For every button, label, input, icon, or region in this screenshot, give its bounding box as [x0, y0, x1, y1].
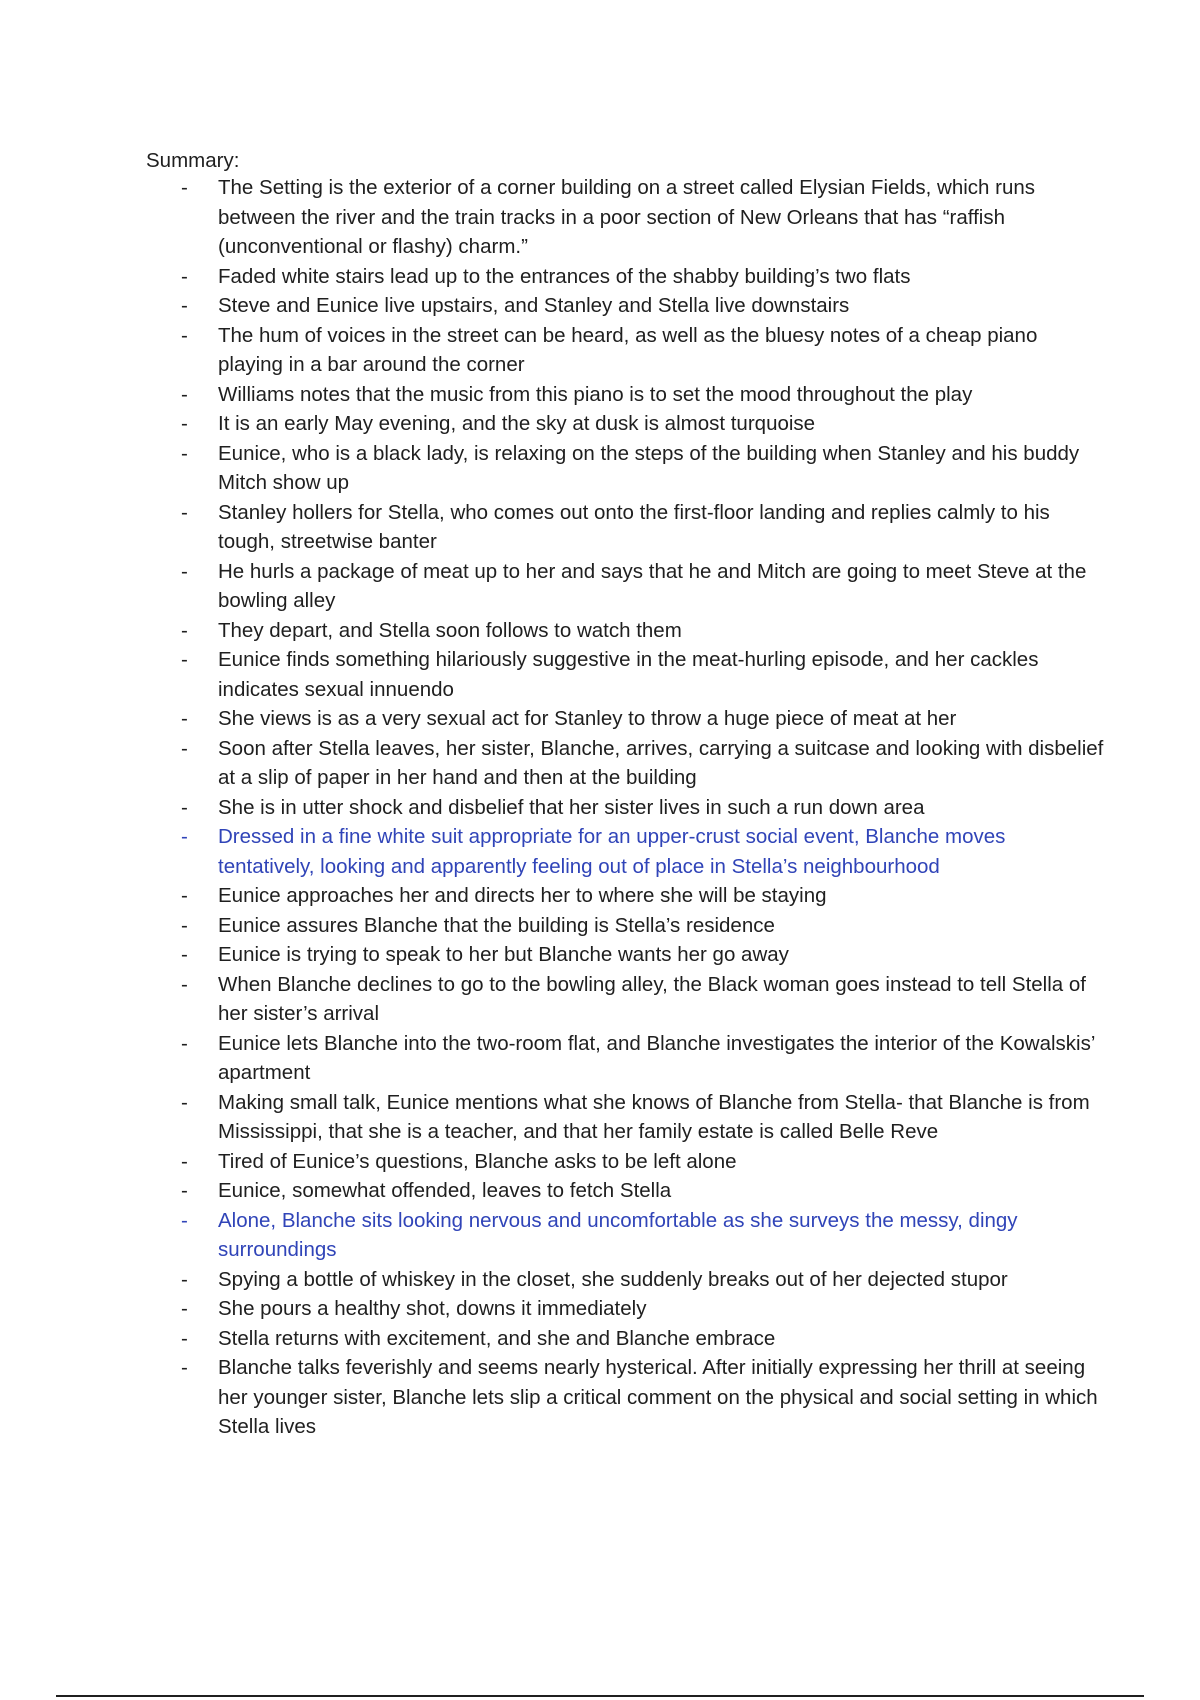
summary-bullet-item: [146, 881, 1106, 911]
bullet-text: Making small talk, Eunice mentions what she knows of Blanche from Stella- that Blanche is from Mississippi, that she is a teacher, and that her family estate is called Belle Reve: [218, 1090, 1090, 1143]
summary-bullet-item: [146, 380, 1106, 410]
bullet-text: Dressed in a fine white suit appropriate for an upper-crust social event, Blanche moves tentatively, looking and apparently feeling out of place in Stella’s neighbourhood: [218, 825, 1006, 878]
summary-bullet-list: [146, 173, 1106, 1442]
bullet-text: When Blanche declines to go to the bowling alley, the Black woman goes instead to tell Stella of her sister’s arrival: [218, 972, 1086, 1025]
summary-bullet-item: [146, 940, 1106, 970]
summary-bullet-item: [146, 616, 1106, 646]
bullet-dash-marker: -: [181, 1090, 188, 1114]
bullet-text: Eunice is trying to speak to her but Blanche wants her go away: [218, 943, 789, 966]
bullet-text: The Setting is the exterior of a corner building on a street called Elysian Fields, which runs between the river and the train tracks in a poor section of New Orleans that has “raffish (unconventional or flashy) charm.”: [218, 176, 1035, 258]
bullet-dash-marker: -: [181, 441, 188, 465]
bullet-text: Blanche talks feverishly and seems nearly hysterical. After initially expressing her thrill at seeing her younger sister, Blanche lets slip a critical comment on the physical and social setting in which Stella lives: [218, 1356, 1098, 1438]
bullet-dash-marker: -: [181, 1267, 188, 1291]
summary-bullet-item: [146, 557, 1106, 616]
bullet-text: Faded white stairs lead up to the entrances of the shabby building’s two flats: [218, 264, 911, 288]
bullet-text: Steve and Eunice live upstairs, and Stanley and Stella live downstairs: [218, 294, 850, 317]
summary-bullet-item: [146, 1265, 1106, 1295]
summary-bullet-item: [146, 911, 1106, 941]
bullet-dash-marker: -: [181, 1297, 188, 1320]
bullet-text: Soon after Stella leaves, her sister, Blanche, arrives, carrying a suitcase and looking with disbelief at a slip of paper in her hand and then at the building: [218, 736, 1104, 789]
bullet-dash-marker: -: [181, 264, 188, 288]
bullet-text: Spying a bottle of whiskey in the closet, she suddenly breaks out of her dejected stupor: [218, 1267, 1008, 1291]
bullet-text: Eunice approaches her and directs her to where she will be staying: [218, 884, 827, 907]
bullet-dash-marker: -: [181, 913, 188, 937]
bullet-dash-marker: -: [181, 825, 188, 848]
summary-bullet-item: [146, 409, 1106, 439]
bullet-dash-marker: -: [181, 1149, 188, 1173]
bullet-dash-marker: -: [181, 1208, 188, 1232]
summary-heading: Summary:: [146, 149, 240, 172]
bullet-text: Eunice, somewhat offended, leaves to fetch Stella: [218, 1179, 672, 1202]
bullet-dash-marker: -: [181, 795, 188, 819]
bullet-dash-marker: -: [181, 943, 188, 966]
bullet-text: She views is as a very sexual act for Stanley to throw a huge piece of meat at her: [218, 707, 957, 730]
bullet-dash-marker: -: [181, 1179, 188, 1202]
bullet-dash-marker: -: [181, 972, 188, 996]
summary-bullet-item: [146, 645, 1106, 704]
summary-bullet-item: [146, 173, 1106, 262]
bullet-text: Williams notes that the music from this piano is to set the mood throughout the play: [218, 382, 973, 406]
bullet-dash-marker: -: [181, 736, 188, 760]
summary-bullet-item: [146, 1206, 1106, 1265]
summary-bullet-item: [146, 734, 1106, 793]
bullet-dash-marker: -: [181, 648, 188, 671]
bullet-dash-marker: -: [181, 176, 188, 199]
bullet-dash-marker: -: [181, 1356, 188, 1379]
bullet-dash-marker: -: [181, 884, 188, 907]
bullet-text: Eunice, who is a black lady, is relaxing on the steps of the building when Stanley and his buddy Mitch show up: [218, 441, 1080, 494]
bullet-text: Eunice finds something hilariously suggestive in the meat-hurling episode, and her cackles indicates sexual innuendo: [218, 648, 1039, 701]
summary-bullet-item: [146, 793, 1106, 823]
summary-bullet-item: [146, 1324, 1106, 1354]
bullet-dash-marker: -: [181, 382, 188, 406]
bullet-text: Eunice assures Blanche that the building is Stella’s residence: [218, 913, 775, 937]
bullet-dash-marker: -: [181, 1031, 188, 1055]
bullet-text: It is an early May evening, and the sky at dusk is almost turquoise: [218, 412, 816, 435]
summary-bullet-item: [146, 1353, 1106, 1442]
summary-bullet-item: [146, 262, 1106, 292]
summary-bullet-item: [146, 1176, 1106, 1206]
bullet-text: They depart, and Stella soon follows to watch them: [218, 618, 682, 642]
summary-bullet-item: [146, 970, 1106, 1029]
bullet-dash-marker: -: [181, 707, 188, 730]
summary-bullet-item: [146, 1294, 1106, 1324]
bullet-dash-marker: -: [181, 500, 188, 524]
summary-bullet-item: [146, 1029, 1106, 1088]
bullet-dash-marker: -: [181, 618, 188, 642]
summary-bullet-item: [146, 439, 1106, 498]
summary-bullet-item: [146, 1088, 1106, 1147]
bullet-dash-marker: -: [181, 559, 188, 583]
bullet-text: Alone, Blanche sits looking nervous and uncomfortable as she surveys the messy, dingy surroundings: [218, 1208, 1018, 1261]
bullet-text: Eunice lets Blanche into the two-room flat, and Blanche investigates the interior of the Kowalskis’ apartment: [218, 1031, 1095, 1084]
bullet-text: She is in utter shock and disbelief that her sister lives in such a run down area: [218, 795, 925, 819]
summary-bullet-item: [146, 498, 1106, 557]
bullet-text: Stella returns with excitement, and she and Blanche embrace: [218, 1326, 776, 1350]
bullet-text: He hurls a package of meat up to her and says that he and Mitch are going to meet Steve at the bowling alley: [218, 559, 1087, 612]
summary-bullet-item: [146, 704, 1106, 734]
page-bottom-rule: [56, 1695, 1144, 1697]
summary-bullet-item: [146, 822, 1106, 881]
bullet-dash-marker: -: [181, 294, 188, 317]
bullet-dash-marker: -: [181, 412, 188, 435]
bullet-text: Stanley hollers for Stella, who comes out onto the first-floor landing and replies calmly to his tough, streetwise banter: [218, 500, 1050, 553]
summary-bullet-item: [146, 1147, 1106, 1177]
bullet-dash-marker: -: [181, 1326, 188, 1350]
bullet-text: Tired of Eunice’s questions, Blanche asks to be left alone: [218, 1149, 737, 1173]
summary-bullet-item: [146, 321, 1106, 380]
bullet-text: She pours a healthy shot, downs it immediately: [218, 1297, 647, 1320]
summary-bullet-item: [146, 291, 1106, 321]
bullet-text: The hum of voices in the street can be heard, as well as the bluesy notes of a cheap piano playing in a bar around the corner: [218, 323, 1038, 376]
bullet-dash-marker: -: [181, 323, 188, 347]
